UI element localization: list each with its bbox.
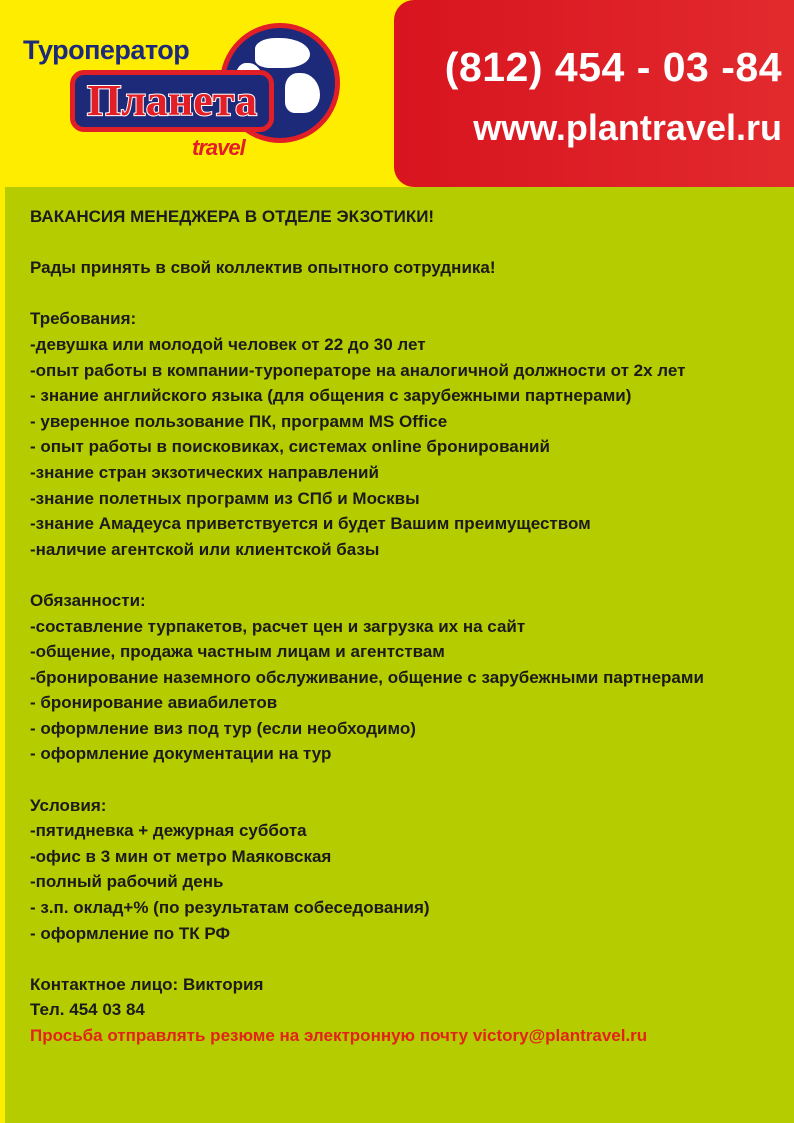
logo-brand: Планета [87, 76, 257, 125]
requirement-item: -наличие агентской или клиентской базы [30, 539, 380, 559]
intro: Рады принять в свой коллектив опытного сотрудника! [30, 258, 496, 278]
contact-phone: Тел. 454 03 84 [30, 1000, 145, 1020]
logo-sub: travel [192, 135, 245, 160]
resume-note: Просьба отправлять резюме на электронную почту victory@plantravel.ru [30, 1026, 648, 1045]
condition-item: - з.п. оклад+% (по результатам собеседования) [30, 898, 430, 918]
requirement-item: -знание Амадеуса приветствуется и будет Вашим преимуществом [30, 514, 591, 534]
contact-box [394, 0, 794, 187]
logo-tour-operator: Туроператор [23, 35, 190, 65]
duty-item: - оформление документации на тур [30, 744, 332, 764]
condition-item: -пятидневка + дежурная суббота [30, 821, 307, 841]
duty-item: - бронирование авиабилетов [30, 693, 278, 713]
duty-item: -общение, продажа частным лицам и агентствам [30, 642, 445, 662]
vacancy-text [30, 204, 704, 1049]
duty-item: - оформление виз под тур (если необходимо) [30, 718, 416, 738]
website-link[interactable]: www.plantravel.ru [473, 107, 782, 148]
requirement-item: -знание стран экзотических направлений [30, 462, 379, 482]
requirements-heading: Требования: [30, 309, 137, 329]
condition-item: -полный рабочий день [30, 872, 224, 892]
phone-number: (812) 454 - 03 -84 [444, 44, 782, 90]
condition-item: -офис в 3 мин от метро Маяковская [30, 846, 332, 866]
requirement-item: - уверенное пользование ПК, программ MS Office [30, 411, 448, 431]
requirement-item: -девушка или молодой человек от 22 до 30 лет [30, 334, 426, 354]
contact-person: Контактное лицо: Виктория [30, 974, 264, 994]
duty-item: -составление турпакетов, расчет цен и загрузка их на сайт [30, 616, 526, 636]
duties-heading: Обязанности: [30, 590, 146, 610]
requirement-item: - знание английского языка (для общения с зарубежными партнерами) [30, 386, 632, 406]
logo-brand-badge [70, 70, 274, 132]
condition-item: - оформление по ТК РФ [30, 923, 230, 943]
requirement-item: -знание полетных программ из СПб и Москвы [30, 488, 420, 508]
requirement-item: -опыт работы в компании-туроператоре на аналогичной должности от 2х лет [30, 360, 686, 380]
vacancy-title: ВАКАНСИЯ МЕНЕДЖЕРА В ОТДЕЛЕ ЭКЗОТИКИ! [30, 207, 435, 226]
company-logo [20, 25, 340, 165]
requirement-item: - опыт работы в поисковиках, системах online бронирований [30, 437, 550, 457]
vacancy-body [5, 187, 794, 1123]
duty-item: -бронирование наземного обслуживание, общение с зарубежными партнерами [30, 667, 704, 687]
header [0, 0, 794, 187]
conditions-heading: Условия: [30, 795, 107, 815]
